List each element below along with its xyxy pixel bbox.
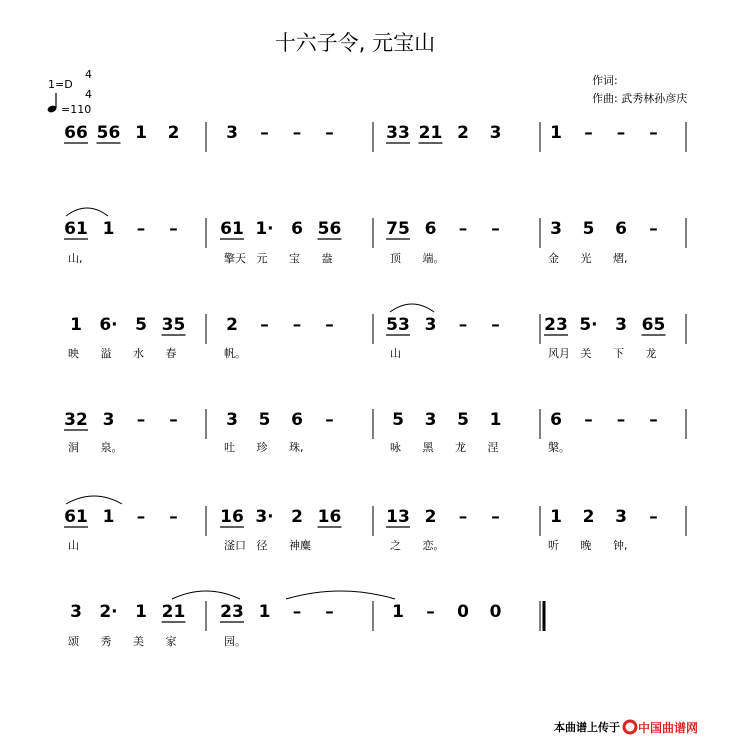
note: 3: [615, 507, 627, 527]
note: 75: [386, 219, 410, 239]
note: –: [292, 315, 302, 335]
note: 32: [64, 410, 88, 430]
lyric: 园。: [224, 635, 246, 648]
note: 5: [258, 410, 271, 430]
note: –: [491, 219, 500, 239]
note: 3: [226, 123, 238, 143]
note: 6: [615, 219, 627, 239]
note: 0: [457, 602, 469, 622]
note: 5: [135, 315, 147, 335]
slur: [390, 304, 434, 312]
note: 3: [489, 123, 502, 143]
note: 2: [291, 507, 303, 527]
note: –: [458, 507, 468, 527]
score-system: [64, 122, 686, 152]
note: –: [458, 219, 468, 239]
note: 3: [70, 602, 82, 622]
note: –: [292, 602, 302, 622]
note: 1: [135, 602, 147, 622]
note: 1: [258, 602, 271, 622]
note: 35: [161, 315, 186, 335]
score-system: [64, 409, 686, 454]
note: –: [649, 219, 658, 239]
note: 61: [64, 219, 88, 239]
note: 3: [550, 219, 562, 239]
lyric: 映: [68, 347, 79, 360]
lyric: 滏口: [224, 539, 246, 552]
lyric: 龙: [455, 441, 466, 454]
note: 3: [615, 315, 627, 335]
note: 6·: [99, 315, 118, 335]
note: 2: [457, 123, 469, 143]
note: 6: [291, 219, 303, 239]
note: 1: [135, 123, 147, 143]
site-logo-text: 中国曲谱网: [638, 721, 699, 735]
note: –: [169, 507, 178, 527]
note: 6: [424, 219, 437, 239]
note: –: [584, 410, 593, 430]
note: –: [325, 410, 334, 430]
note: 23: [220, 602, 244, 622]
lyric: 颂: [68, 635, 79, 648]
note: –: [649, 410, 658, 430]
note: –: [136, 410, 146, 430]
note: 2: [167, 123, 180, 143]
score-system: [64, 506, 686, 552]
note: –: [292, 123, 302, 143]
lyric: 晚: [580, 539, 592, 552]
lyric: 风月: [548, 347, 570, 360]
note: 65: [641, 315, 666, 335]
note: –: [136, 219, 146, 239]
score-systems: [64, 122, 686, 648]
score-title: 十六子令, 元宝山: [274, 31, 436, 55]
score-system: [68, 314, 686, 360]
note: 16: [317, 507, 342, 527]
note: –: [649, 507, 658, 527]
note: 1: [102, 219, 115, 239]
note: –: [616, 410, 626, 430]
key-signature: 1=D: [48, 78, 73, 91]
lyric: 涅: [487, 441, 499, 454]
lyric: 洞: [68, 441, 79, 454]
lyric: 槃。: [548, 441, 570, 454]
note: –: [491, 507, 500, 527]
note: 1: [392, 602, 404, 622]
note: –: [169, 410, 178, 430]
lyric: 吐: [224, 441, 235, 454]
composer-credit: 作曲: 武秀林孙彦庆: [592, 92, 688, 105]
note: 1·: [255, 219, 274, 239]
lyric: 关: [580, 347, 592, 360]
note: 56: [96, 123, 121, 143]
note: 3·: [255, 507, 274, 527]
lyric: 家: [165, 635, 177, 648]
note: 2: [424, 507, 437, 527]
note: 2: [582, 507, 595, 527]
note: –: [426, 602, 435, 622]
lyric: 金: [548, 252, 559, 265]
note: 0: [489, 602, 502, 622]
lyric: 顶: [390, 252, 401, 265]
lyric: 恋。: [422, 539, 445, 552]
lyric: 帆。: [224, 347, 246, 360]
note: 5·: [579, 315, 598, 335]
lyric: 山: [390, 347, 401, 360]
note: 5: [582, 219, 595, 239]
note: 1: [550, 123, 562, 143]
lyric: 秀: [100, 635, 112, 648]
slur: [66, 496, 122, 504]
note: –: [260, 315, 269, 335]
time-signature-top: 4: [85, 68, 92, 81]
slur: [66, 208, 108, 216]
note: 53: [386, 315, 410, 335]
lyric: 神麋: [289, 539, 311, 552]
lyric: 山,: [68, 252, 83, 265]
note: 3: [424, 410, 437, 430]
slur: [172, 591, 240, 599]
note: 6: [550, 410, 562, 430]
lyric: 黑: [422, 441, 434, 454]
lyric: 溢: [100, 347, 112, 360]
note: 66: [64, 123, 88, 143]
lyric: 擎天: [224, 252, 246, 265]
score-system: [68, 601, 544, 648]
site-logo-icon: [624, 720, 698, 735]
note: 6: [291, 410, 303, 430]
note: –: [616, 123, 626, 143]
score-system: [64, 218, 686, 265]
note: 3: [102, 410, 115, 430]
note: 1: [70, 315, 82, 335]
slur: [286, 591, 395, 599]
note: –: [458, 315, 468, 335]
footer-upload-text: 本曲谱上传于: [554, 721, 620, 734]
tempo-marking: =110: [61, 103, 92, 116]
lyric: 春: [165, 347, 177, 360]
note: –: [169, 219, 178, 239]
note: 3: [226, 410, 238, 430]
lyric: 盎: [321, 252, 333, 265]
note: –: [325, 123, 334, 143]
note: 21: [418, 123, 443, 143]
note: 13: [386, 507, 410, 527]
lyric: 端。: [422, 252, 445, 265]
note: –: [260, 123, 269, 143]
lyric: 下: [613, 347, 624, 360]
lyric: 泉。: [100, 441, 123, 454]
quarter-note-icon: [47, 93, 58, 114]
lyric: 元: [256, 252, 268, 265]
lyric: 珠,: [289, 441, 304, 454]
lyric: 珍: [256, 441, 268, 454]
lyric: 美: [133, 635, 144, 648]
note: 2·: [99, 602, 118, 622]
note: 2: [226, 315, 238, 335]
note: 61: [220, 219, 244, 239]
note: 1: [102, 507, 115, 527]
note: 21: [161, 602, 186, 622]
note: –: [649, 123, 658, 143]
note: 23: [544, 315, 568, 335]
lyric: 山: [68, 539, 79, 552]
note: –: [136, 507, 146, 527]
time-signature-bottom: 4: [85, 88, 92, 101]
note: 3: [424, 315, 437, 335]
note: –: [325, 602, 334, 622]
lyric: 熠,: [613, 252, 628, 265]
lyric: 咏: [390, 441, 401, 454]
lyric: 宝: [289, 252, 300, 265]
lyric: 之: [390, 539, 401, 552]
note: 1: [489, 410, 502, 430]
note: –: [325, 315, 334, 335]
lyric: 径: [256, 539, 268, 552]
note: 5: [392, 410, 404, 430]
note: –: [491, 315, 500, 335]
note: 33: [386, 123, 410, 143]
lyric: 龙: [645, 347, 657, 360]
note: 1: [550, 507, 562, 527]
lyric: 钟,: [613, 539, 628, 552]
note: 16: [220, 507, 244, 527]
lyric: 光: [580, 252, 592, 265]
lyric: 水: [133, 347, 144, 360]
note: 5: [457, 410, 469, 430]
note: 61: [64, 507, 88, 527]
note: 56: [317, 219, 342, 239]
lyric: 听: [548, 539, 559, 552]
note: –: [584, 123, 593, 143]
lyricist-credit: 作词:: [592, 74, 618, 87]
